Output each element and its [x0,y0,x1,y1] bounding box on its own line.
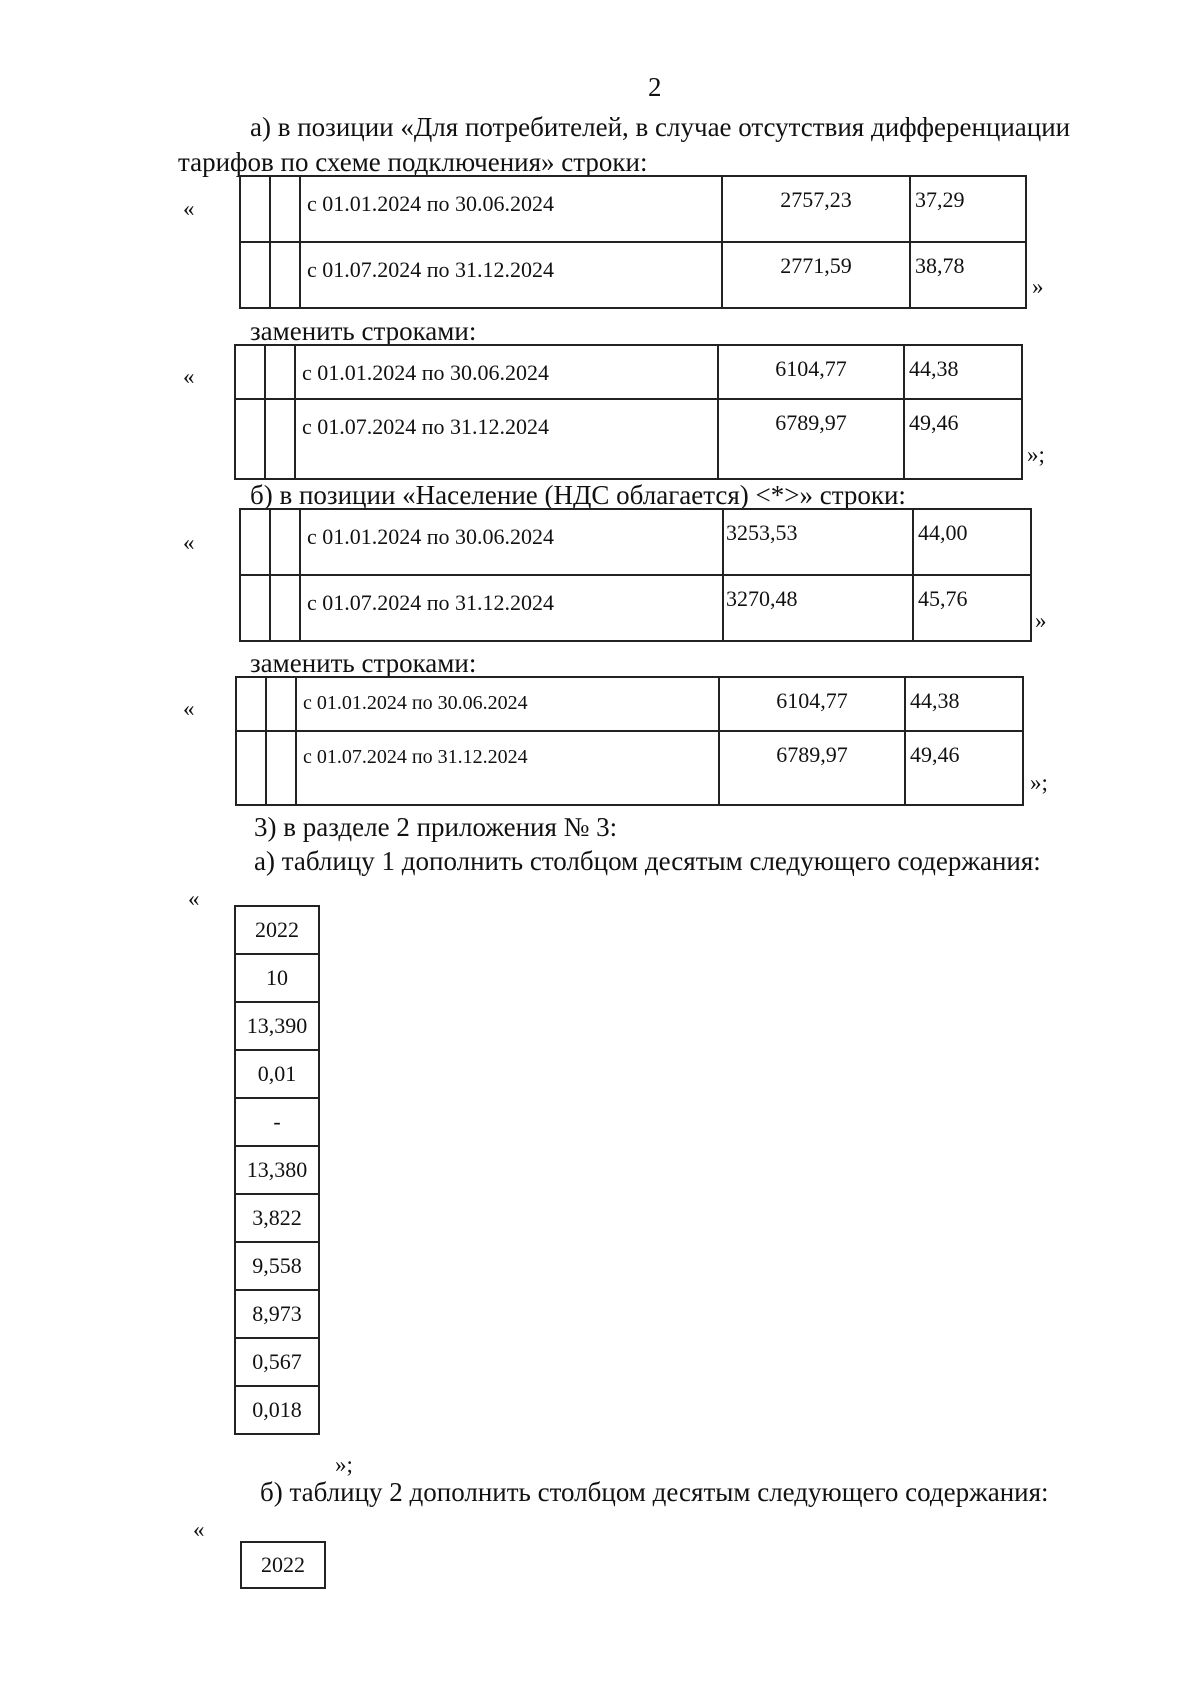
tariff-value-cell: 3253,53 [723,509,913,575]
value-cell: 2022 [241,1542,325,1588]
value-cell: - [235,1098,319,1146]
value-cell: 13,380 [235,1146,319,1194]
section-3-line: 3) в разделе 2 приложения № 3: [254,812,618,842]
value-cell: 13,390 [235,1002,319,1050]
period-cell: с 01.01.2024 по 30.06.2024 [295,345,718,399]
tariff-value-cell: 6789,97 [719,731,905,805]
empty-cell [240,242,270,308]
table-row [240,575,1031,641]
table-row [235,1290,319,1338]
rate-value-cell: 49,46 [905,731,1023,805]
empty-cell [265,345,295,399]
period-cell: с 01.07.2024 по 31.12.2024 [296,731,719,805]
value-cell: 2022 [235,906,319,954]
value-cell: 3,822 [235,1194,319,1242]
table1-line: а) таблицу 1 дополнить столбцом десятым следующего содержания: [254,846,1041,876]
open-quote: « [183,364,195,389]
value-cell: 10 [235,954,319,1002]
table-row [235,1242,319,1290]
tariff-value-cell: 6104,77 [719,677,905,731]
table-row [235,1002,319,1050]
section-a-line1: а) в позиции «Для потребителей, в случае отсутствия дифференциации [250,112,1071,142]
replace-label: заменить строками: [250,316,477,346]
empty-cell [266,731,296,805]
open-quote: « [183,530,195,555]
open-quote: « [183,696,195,721]
period-cell: с 01.07.2024 по 31.12.2024 [300,242,722,308]
column-table-1 [234,905,320,1435]
table-row [240,242,1026,308]
tariff-value-cell: 2771,59 [722,242,910,308]
table-row [235,345,1022,399]
rate-value-cell: 38,78 [910,242,1026,308]
rate-value-cell: 49,46 [904,399,1022,479]
column-table-2 [240,1541,326,1589]
replace-label: заменить строками: [250,648,477,678]
section-a-line2: тарифов по схеме подключения» строки: [178,147,648,177]
empty-cell [270,242,300,308]
open-quote: « [188,886,200,911]
empty-cell [240,176,270,242]
empty-cell [270,176,300,242]
table-row [235,954,319,1002]
table-row [235,1146,319,1194]
empty-cell [240,575,270,641]
page-number: 2 [648,72,662,102]
empty-cell [270,509,300,575]
tariff-table-replacement-2 [235,676,1024,806]
tariff-value-cell: 2757,23 [722,176,910,242]
rate-value-cell: 45,76 [913,575,1031,641]
close-quote: » [1035,608,1047,633]
value-cell: 9,558 [235,1242,319,1290]
open-quote: « [193,1517,205,1542]
rate-value-cell: 44,00 [913,509,1031,575]
empty-cell [235,399,265,479]
period-cell: с 01.07.2024 по 31.12.2024 [300,575,723,641]
table-row [235,906,319,954]
table-row [236,731,1023,805]
close-quote: » [1032,274,1044,299]
value-cell: 8,973 [235,1290,319,1338]
empty-cell [265,399,295,479]
tariff-value-cell: 6104,77 [718,345,904,399]
value-cell: 0,567 [235,1338,319,1386]
close-quote-semicolon: »; [1027,442,1045,467]
table-row [236,677,1023,731]
tariff-value-cell: 3270,48 [723,575,913,641]
table-row [235,399,1022,479]
period-cell: с 01.07.2024 по 31.12.2024 [295,399,718,479]
table-row [235,1194,319,1242]
table-row [235,1386,319,1434]
empty-cell [236,677,266,731]
tariff-table-current-2 [239,508,1032,642]
table-row [240,509,1031,575]
empty-cell [266,677,296,731]
value-cell: 0,01 [235,1050,319,1098]
empty-cell [235,345,265,399]
tariff-table-replacement-1 [234,344,1023,480]
close-quote-semicolon: »; [335,1452,353,1477]
open-quote: « [183,196,195,221]
table-row [235,1098,319,1146]
value-cell: 0,018 [235,1386,319,1434]
table-row [241,1542,325,1588]
empty-cell [270,575,300,641]
close-quote-semicolon: »; [1030,770,1048,795]
rate-value-cell: 37,29 [910,176,1026,242]
empty-cell [236,731,266,805]
empty-cell [240,509,270,575]
rate-value-cell: 44,38 [904,345,1022,399]
table-row [240,176,1026,242]
rate-value-cell: 44,38 [905,677,1023,731]
table-row [235,1050,319,1098]
section-b-line: б) в позиции «Население (НДС облагается) <*>» строки: [250,480,906,510]
tariff-table-current-1 [239,175,1027,309]
table-row [235,1338,319,1386]
period-cell: с 01.01.2024 по 30.06.2024 [300,509,723,575]
period-cell: с 01.01.2024 по 30.06.2024 [300,176,722,242]
table2-line: б) таблицу 2 дополнить столбцом десятым следующего содержания: [260,1477,1049,1507]
period-cell: с 01.01.2024 по 30.06.2024 [296,677,719,731]
tariff-value-cell: 6789,97 [718,399,904,479]
